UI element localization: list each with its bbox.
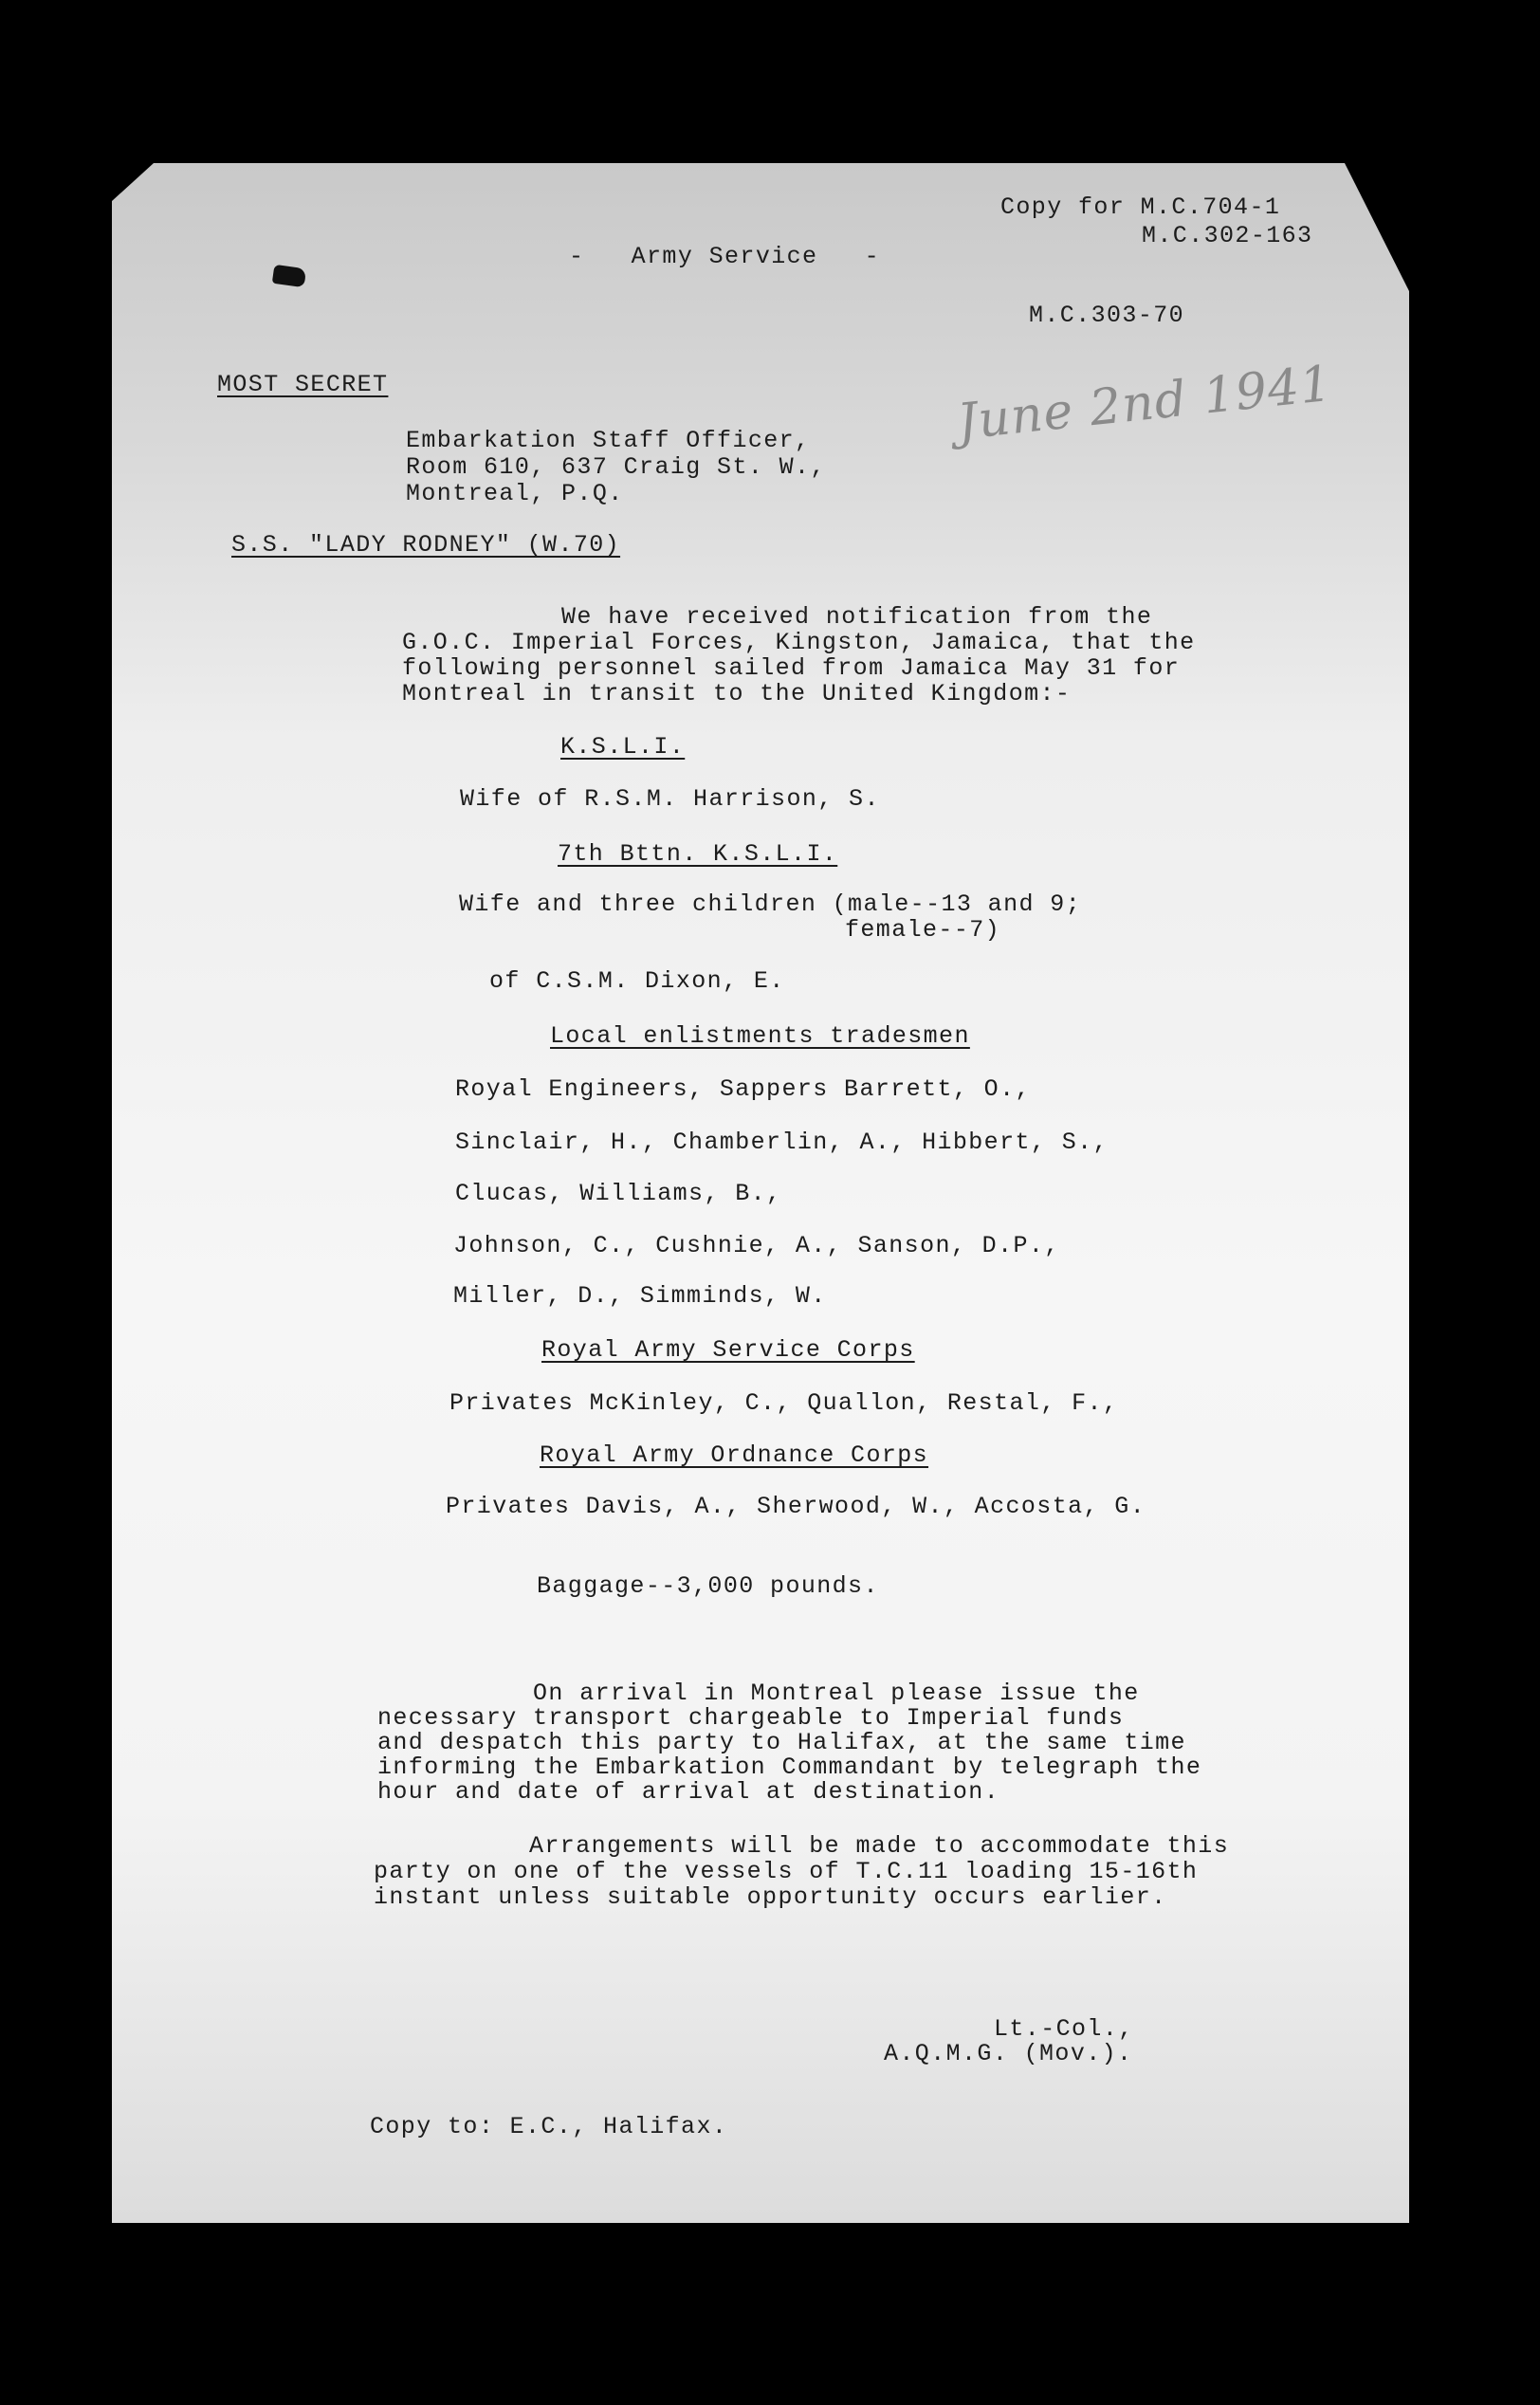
para3-line-3: instant unless suitable opportunity occurs earlier. (374, 1883, 1167, 1911)
rasc-heading: Royal Army Service Corps (541, 1336, 915, 1364)
army-service-heading: - Army Service - (569, 243, 881, 270)
local-entry-5: Miller, D., Simminds, W. (453, 1282, 827, 1310)
bttn-entry-3: of C.S.M. Dixon, E. (489, 967, 785, 995)
addressee-line-2: Room 610, 637 Craig St. W., (406, 453, 826, 481)
subject-line: S.S. "LADY RODNEY" (W.70) (231, 531, 621, 559)
para2-line-2: necessary transport chargeable to Imperial funds (377, 1704, 1125, 1732)
copy-to-line: Copy to: E.C., Halifax. (370, 2113, 728, 2140)
local-entry-1: Royal Engineers, Sappers Barrett, O., (455, 1075, 1031, 1103)
intro-line-2: G.O.C. Imperial Forces, Kingston, Jamaica, that the (402, 629, 1196, 656)
local-enlistments-heading: Local enlistments tradesmen (550, 1022, 970, 1050)
ksli-heading: K.S.L.I. (560, 733, 686, 761)
bttn-heading: 7th Bttn. K.S.L.I. (558, 840, 838, 868)
addressee-line-3: Montreal, P.Q. (406, 480, 624, 507)
para2-line-3: and despatch this party to Halifax, at the same time (377, 1729, 1186, 1756)
addressee-line-1: Embarkation Staff Officer, (406, 427, 811, 454)
para2-line-1: On arrival in Montreal please issue the (533, 1680, 1140, 1707)
local-entry-3: Clucas, Williams, B., (455, 1180, 782, 1207)
copy-for-line-1: Copy for M.C.704-1 (1000, 193, 1281, 221)
file-number: M.C.303-70 (1029, 302, 1185, 329)
para2-line-5: hour and date of arrival at destination. (377, 1778, 1000, 1806)
signature-title: A.Q.M.G. (Mov.). (884, 2040, 1133, 2067)
raoc-entry: Privates Davis, A., Sherwood, W., Accosta, G. (446, 1493, 1146, 1520)
ksli-entry: Wife of R.S.M. Harrison, S. (460, 785, 880, 813)
bttn-entry-2: female--7) (845, 916, 1001, 944)
bttn-entry-1: Wife and three children (male--13 and 9; (459, 890, 1082, 918)
signature-rank: Lt.-Col., (994, 2015, 1134, 2043)
rasc-entry: Privates McKinley, C., Quallon, Restal, F., (449, 1389, 1119, 1417)
classification-label: MOST SECRET (217, 371, 389, 398)
para3-line-1: Arrangements will be made to accommodate this (529, 1832, 1230, 1860)
para3-line-2: party on one of the vessels of T.C.11 loading 15-16th (374, 1858, 1199, 1885)
intro-line-1: We have received notification from the (561, 603, 1153, 631)
handwritten-date: June 2nd 1941 (954, 355, 1335, 451)
para2-line-4: informing the Embarkation Commandant by telegraph the (377, 1753, 1202, 1781)
local-entry-4: Johnson, C., Cushnie, A., Sanson, D.P., (453, 1232, 1060, 1259)
local-entry-2: Sinclair, H., Chamberlin, A., Hibbert, S., (455, 1129, 1109, 1156)
intro-line-4: Montreal in transit to the United Kingdom:- (402, 680, 1072, 707)
copy-for-line-2: M.C.302-163 (1142, 222, 1313, 249)
intro-line-3: following personnel sailed from Jamaica May 31 for (402, 654, 1181, 682)
raoc-heading: Royal Army Ordnance Corps (540, 1441, 929, 1469)
baggage-line: Baggage--3,000 pounds. (537, 1572, 879, 1600)
